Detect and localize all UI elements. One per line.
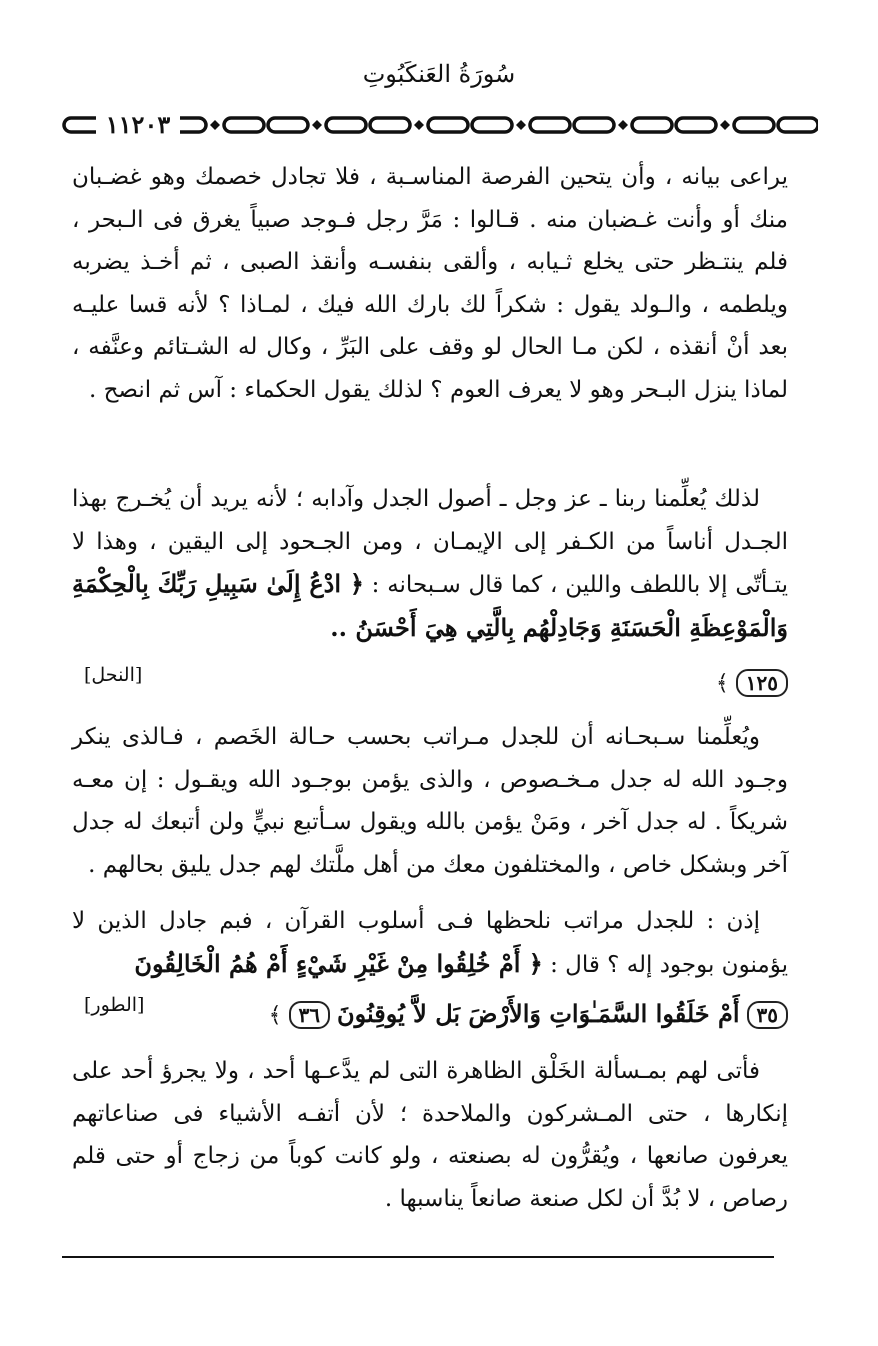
paragraph-2 [72, 478, 788, 650]
chain-diamond [618, 120, 628, 130]
chain-link [370, 118, 410, 132]
chain-diamond [414, 120, 424, 130]
paragraph-1 [72, 156, 788, 412]
paragraph-5 [72, 1050, 788, 1220]
chain-link [472, 118, 512, 132]
chain-link [632, 118, 672, 132]
ayah-number: ٣٥ [747, 1001, 788, 1029]
chain-link [224, 118, 264, 132]
chain-diamond [312, 120, 322, 130]
chain-link [428, 118, 468, 132]
chain-diamond [210, 120, 220, 130]
chain-link [530, 118, 570, 132]
chain-link [326, 118, 366, 132]
paragraph-3 [72, 716, 788, 886]
footer-rule [62, 1256, 774, 1258]
quran-verse-tur-1: ﴿ أَمْ خُلِقُوا مِنْ غَيْرِ شَيْءٍ أَمْ هُمُ الْخَالِقُونَ [134, 948, 543, 978]
quran-verse-nahl: ﴿ ادْعُ إِلَىٰ سَبِيلِ رَبِّكَ بِالْحِكْمَةِ وَالْمَوْعِظَةِ الْحَسَنَةِ وَجَادِلْهُم بِالَّتِي هِيَ أَحْسَنُ .. [72, 569, 788, 642]
paragraph-1-text: يراعى بيانه ، وأن يتحين الفرصة المناسـبة ، فلا تجادل خصمك وهو غضـبان منك أو وأنت غـضبان منه . قـالوا : مَرَّ رجل فـوجد صبياً يغرق فى الـبحر ، فلم ينتـظر حتى يخلع ثـيابه ، وألقى بنفسـه وأنقذ الصبى ، ثم أخـذ يضربه ويلطمه ، والـولد يقول : شكراً لك بارك الله فيك ، لمـاذا ؟ لأنه قسا عليـه بعد أنْ أنقذه ، لكن مـا الحال لو وقف على البَرِّ ، وكال له الشـتائم وعنَّفه ، لماذا ينزل البـحر وهو لا يعرف العوم ؟ لذلك يقول الحكماء : آس ثم انصح . [72, 164, 788, 403]
ayah-number: ١٢٥ [736, 669, 788, 697]
sura-title: سُورَةُ العَنكَبُوتِ [362, 60, 516, 88]
chain-link [778, 118, 818, 132]
sura-reference-nahl: [النحل] [84, 664, 143, 686]
paragraph-2-text: لذلك يُعلِّمنا ربنا ـ عز وجل ـ أصول الجدل وآدابه ؛ لأنه يريد أن يُخـرج بهذا الجـدل أناساً من الكـفر إلى الإيمـان ، ومن الجـحود إلى اليقين ، وهذا لا يتـأتّى إلا باللطف واللين ، كما قال سـبحانه : [72, 486, 789, 599]
paragraph-4 [72, 900, 788, 986]
verse-2-line [72, 994, 788, 1036]
ayah-number: ٣٦ [289, 1001, 330, 1029]
page-number: ١١٢٠٣ [96, 110, 180, 140]
chain-diamond [720, 120, 730, 130]
verse-1-end [72, 664, 788, 704]
paragraph-4-text: إذن : للجدل مراتب نلحظها فـى أسلوب القرآن ، فبم جادل الذين لا يؤمنون بوجود إله ؟ قال : [72, 908, 788, 978]
paragraph-3-text: ويُعلِّمنا سـبحـانه أن للجدل مـراتب بحسب حـالة الخَصم ، فـالذى ينكر وجـود الله له جدل مـخـصوص ، والذى يؤمن بوجـود الله ويقـول : إن معـه شريكاً . له جدل آخر ، ومَنْ يؤمن بالله ويقول سـأتبع نبيٍّ ولن أتبعك له جدل آخر وبشكل خاص ، والمختلفون معك من أهل ملَّتك لهم جدل يليق بحالهم . [72, 724, 788, 878]
sura-reference-tur: [الطور] [84, 994, 145, 1016]
chain-link [734, 118, 774, 132]
closing-bracket-icon: ﴾ [268, 1003, 282, 1028]
chain-link [676, 118, 716, 132]
chain-link [268, 118, 308, 132]
chain-link [574, 118, 614, 132]
closing-bracket-icon: ﴾ [715, 671, 729, 696]
quran-verse-tur-2: أَمْ خَلَقُوا السَّمَـٰوَاتِ وَالأَرْضَ بَل لاَّ يُوقِنُونَ [337, 999, 740, 1028]
chain-diamond [516, 120, 526, 130]
paragraph-5-text: فأتى لهم بمـسألة الخَلْق الظاهرة التى لم يدَّعـها أحد ، ولا يجرؤ أحد على إنكارها ، حتى المـشركون والملاحدة ؛ لأن أتفـه الأشياء فى صناعاتهم يعرفون صانعها ، ويُقرُّون له بصنعته ، ولو كانت كوباً من زجاج أو حتى قلم رصاص ، لا بُدَّ أن لكل صنعة صانعاً يناسبها . [72, 1058, 788, 1212]
